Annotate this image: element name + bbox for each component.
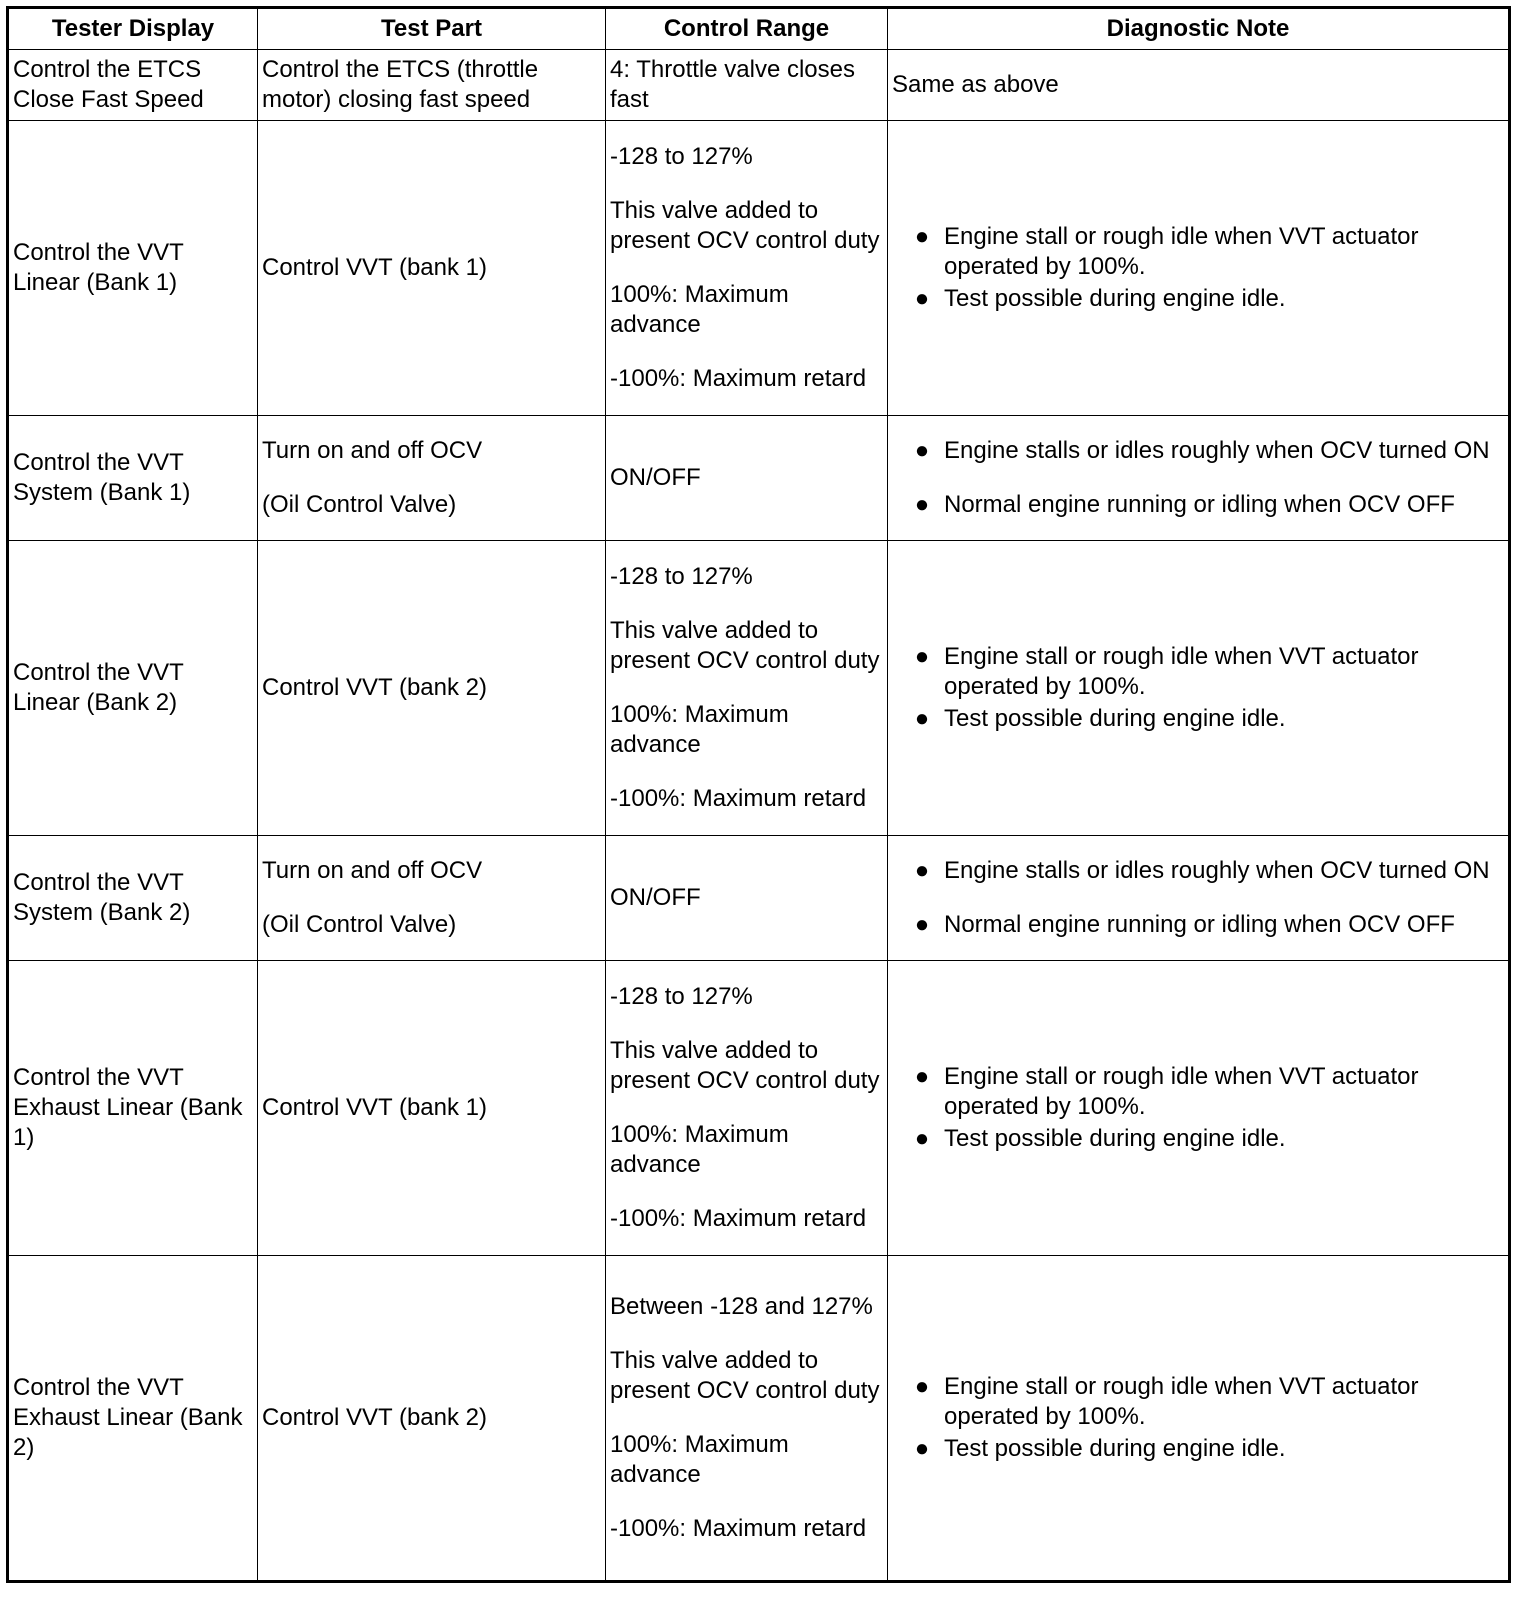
control-range-text: 100%: Maximum advance — [610, 701, 789, 758]
test-part-text: Control the ETCS (throttle motor) closing fast speed — [262, 56, 539, 113]
note-item — [912, 856, 1504, 886]
bullet-icon: ● — [914, 643, 930, 670]
active-test-table — [6, 6, 1511, 1583]
control-range-text: -100%: Maximum retard — [610, 1205, 867, 1232]
note-text: Test possible during engine idle. — [944, 705, 1286, 732]
control-range-cell — [606, 50, 888, 121]
bullet-icon: ● — [914, 285, 930, 312]
note-text: Test possible during engine idle. — [944, 285, 1286, 312]
control-range-cell — [606, 836, 888, 961]
tester-display-cell: Control the VVT Linear (Bank 2) — [8, 541, 258, 836]
note-list — [892, 642, 1504, 734]
control-range-cell — [606, 541, 888, 836]
test-part-cell — [258, 1256, 606, 1582]
test-part-text: Control VVT (bank 2) — [262, 674, 487, 701]
note-item — [912, 910, 1504, 940]
note-item — [912, 1434, 1504, 1464]
control-range-text: ON/OFF — [610, 464, 701, 491]
diagnostic-note-cell — [888, 416, 1510, 541]
test-part-cell — [258, 961, 606, 1256]
diagnostic-note-cell — [888, 541, 1510, 836]
note-item — [912, 1372, 1504, 1432]
tester-display-cell: Control the VVT System (Bank 1) — [8, 416, 258, 541]
note-text: Engine stall or rough idle when VVT actuator operated by 100%. — [944, 1063, 1419, 1120]
test-part-text: Turn on and off OCV — [262, 857, 483, 884]
control-range-text: -128 to 127% — [610, 983, 753, 1010]
test-part-text: (Oil Control Valve) — [262, 911, 457, 938]
control-range-text: This valve added to present OCV control duty — [610, 197, 880, 254]
header-tester-display: Tester Display — [8, 8, 258, 50]
test-part-text: Control VVT (bank 2) — [262, 1404, 487, 1431]
bullet-icon: ● — [914, 1435, 930, 1462]
tester-display-cell: Control the VVT Linear (Bank 1) — [8, 121, 258, 416]
bullet-icon: ● — [914, 1063, 930, 1090]
note-item — [912, 1062, 1504, 1122]
diagnostic-note-cell — [888, 836, 1510, 961]
test-part-cell — [258, 416, 606, 541]
note-text: Engine stalls or idles roughly when OCV turned ON — [944, 857, 1490, 884]
note-list — [892, 222, 1504, 314]
diagnostic-note-cell — [888, 961, 1510, 1256]
test-part-text: (Oil Control Valve) — [262, 491, 457, 518]
control-range-text: -100%: Maximum retard — [610, 1515, 867, 1542]
tester-display-cell: Control the VVT Exhaust Linear (Bank 1) — [8, 961, 258, 1256]
note-item — [912, 704, 1504, 734]
bullet-icon: ● — [914, 491, 930, 518]
control-range-text: -128 to 127% — [610, 143, 753, 170]
test-part-text: Control VVT (bank 1) — [262, 254, 487, 281]
control-range-cell — [606, 121, 888, 416]
header-control-range: Control Range — [606, 8, 888, 50]
test-part-text: Control VVT (bank 1) — [262, 1094, 487, 1121]
control-range-cell — [606, 416, 888, 541]
note-text: Engine stall or rough idle when VVT actuator operated by 100%. — [944, 1373, 1419, 1430]
control-range-text: This valve added to present OCV control duty — [610, 1347, 880, 1404]
bullet-icon: ● — [914, 911, 930, 938]
control-range-text: -100%: Maximum retard — [610, 365, 867, 392]
control-range-cell — [606, 961, 888, 1256]
note-text: Engine stall or rough idle when VVT actuator operated by 100%. — [944, 643, 1419, 700]
control-range-text: 100%: Maximum advance — [610, 1431, 789, 1488]
note-text: Engine stall or rough idle when VVT actuator operated by 100%. — [944, 223, 1419, 280]
tester-display-cell: Control the VVT System (Bank 2) — [8, 836, 258, 961]
table-row — [8, 541, 1510, 836]
note-item — [912, 1124, 1504, 1154]
diagnostic-note-cell — [888, 1256, 1510, 1582]
control-range-text: This valve added to present OCV control duty — [610, 617, 880, 674]
header-test-part: Test Part — [258, 8, 606, 50]
note-text: Normal engine running or idling when OCV OFF — [944, 911, 1455, 938]
test-part-cell — [258, 121, 606, 416]
diagnostic-note-cell — [888, 121, 1510, 416]
bullet-icon: ● — [914, 857, 930, 884]
test-part-cell — [258, 836, 606, 961]
note-item — [912, 284, 1504, 314]
control-range-text: -128 to 127% — [610, 563, 753, 590]
tester-display-cell: Control the ETCS Close Fast Speed — [8, 50, 258, 121]
note-text: Normal engine running or idling when OCV OFF — [944, 491, 1455, 518]
table-row — [8, 416, 1510, 541]
bullet-icon: ● — [914, 223, 930, 250]
test-part-cell — [258, 541, 606, 836]
table-row — [8, 836, 1510, 961]
tester-display-cell: Control the VVT Exhaust Linear (Bank 2) — [8, 1256, 258, 1582]
note-list — [892, 1062, 1504, 1154]
note-item — [912, 490, 1504, 520]
bullet-icon: ● — [914, 1125, 930, 1152]
header-row — [8, 8, 1510, 50]
control-range-text: ON/OFF — [610, 884, 701, 911]
bullet-icon: ● — [914, 705, 930, 732]
note-list — [892, 856, 1504, 940]
control-range-text: 100%: Maximum advance — [610, 1121, 789, 1178]
bullet-icon: ● — [914, 437, 930, 464]
control-range-cell — [606, 1256, 888, 1582]
table-row — [8, 121, 1510, 416]
note-text: Engine stalls or idles roughly when OCV turned ON — [944, 437, 1490, 464]
note-item — [912, 436, 1504, 466]
table-row — [8, 50, 1510, 121]
control-range-text: -100%: Maximum retard — [610, 785, 867, 812]
note-item — [912, 642, 1504, 702]
test-part-text: Turn on and off OCV — [262, 437, 483, 464]
control-range-text: 4: Throttle valve closes fast — [610, 56, 856, 113]
control-range-text: Between -128 and 127% — [610, 1293, 873, 1320]
bullet-icon: ● — [914, 1373, 930, 1400]
note-list — [892, 1372, 1504, 1464]
note-item — [912, 222, 1504, 282]
table-row — [8, 961, 1510, 1256]
table-row — [8, 1256, 1510, 1582]
test-part-cell — [258, 50, 606, 121]
header-diagnostic-note: Diagnostic Note — [888, 8, 1510, 50]
control-range-text: This valve added to present OCV control duty — [610, 1037, 880, 1094]
control-range-text: 100%: Maximum advance — [610, 281, 789, 338]
note-list — [892, 436, 1504, 520]
note-text: Test possible during engine idle. — [944, 1125, 1286, 1152]
note-text: Test possible during engine idle. — [944, 1435, 1286, 1462]
diagnostic-note-cell: Same as above — [888, 50, 1510, 121]
